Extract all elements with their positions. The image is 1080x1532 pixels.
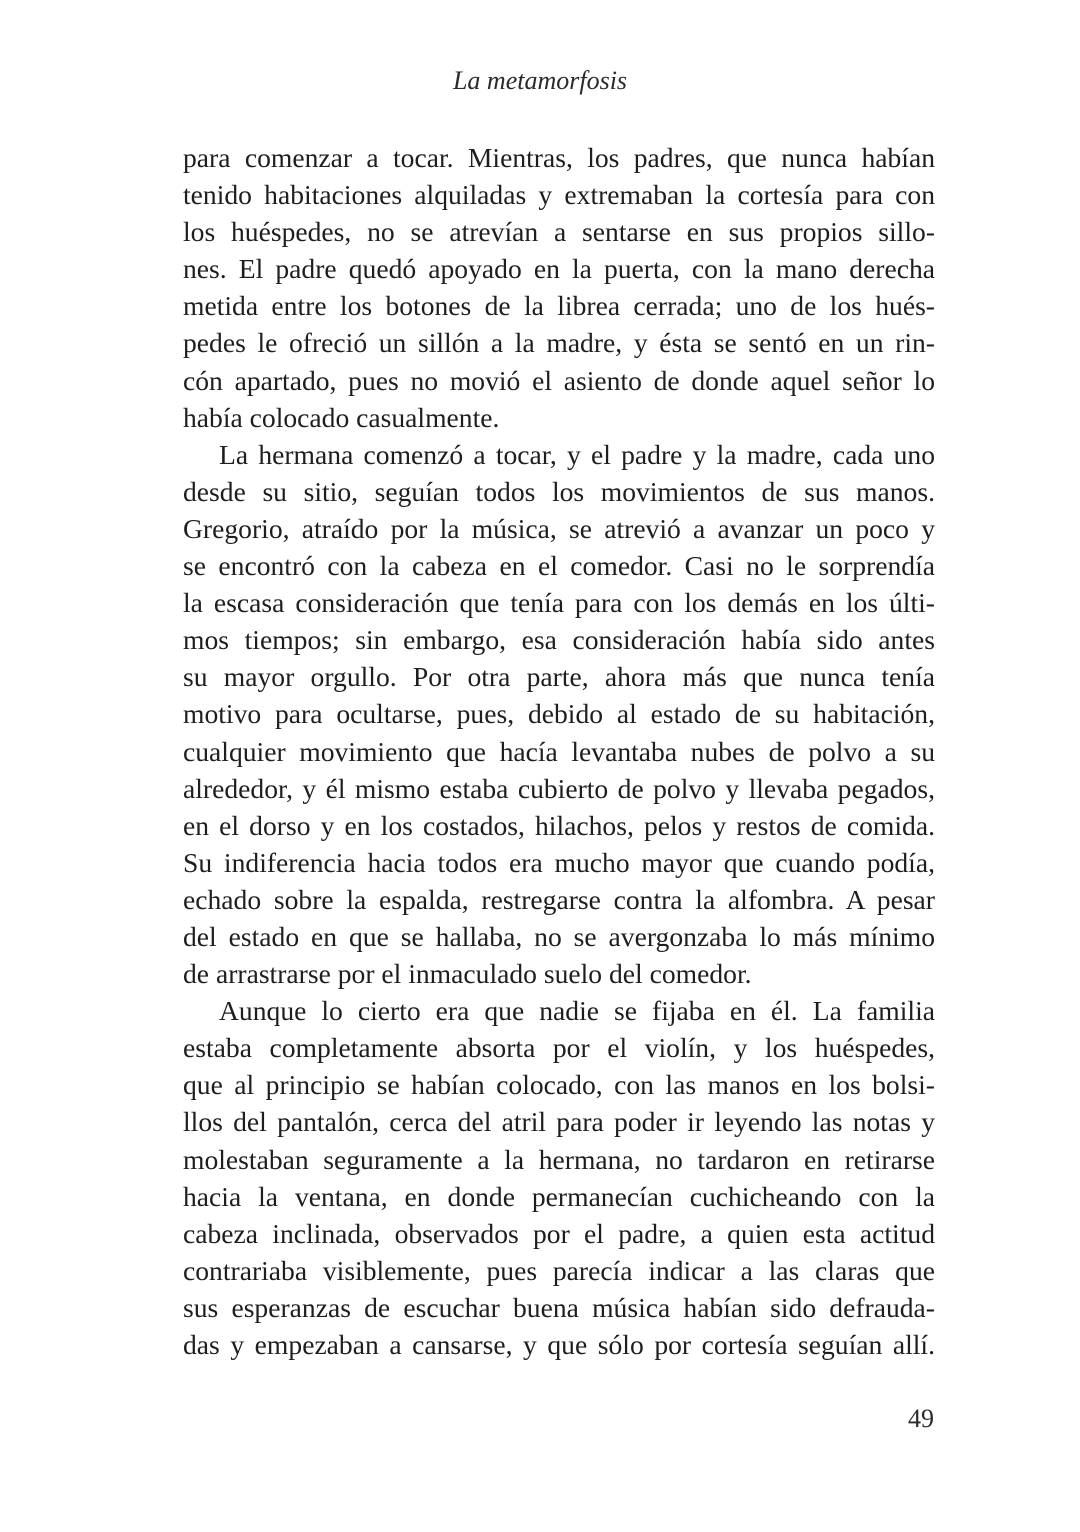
text-line: Aunque lo cierto era que nadie se fijaba en él. La familia — [219, 995, 935, 1027]
text-line: la escasa consideración que tenía para con los demás en los últi- — [183, 587, 935, 619]
running-title: La metamorfosis — [452, 66, 628, 95]
text-line: cualquier movimiento que hacía levantaba nubes de polvo a su — [183, 735, 935, 767]
text-line: hacia la ventana, en donde permanecían cuchicheando con la — [183, 1180, 935, 1212]
text-line: contrariaba visiblemente, pues parecía indicar a las claras que — [183, 1254, 935, 1286]
text-line: para comenzar a tocar. Mientras, los padres, que nunca habían — [183, 142, 935, 173]
text-line: cabeza inclinada, observados por el padre, a quien esta actitud — [183, 1217, 935, 1249]
text-line: en el dorso y en los costados, hilachos, pelos y restos de comida. — [183, 809, 935, 841]
text-line: metida entre los botones de la librea cerrada; uno de los hués- — [183, 290, 935, 322]
text-line: mos tiempos; sin embargo, esa consideración había sido antes — [183, 624, 935, 656]
text-line: su mayor orgullo. Por otra parte, ahora más que nunca tenía — [183, 661, 935, 693]
text-line: tenido habitaciones alquiladas y extremaban la cortesía para con — [183, 179, 935, 211]
page-number: 49 — [908, 1404, 934, 1433]
text-line: cón apartado, pues no movió el asiento de donde aquel señor lo — [183, 364, 935, 396]
text-line: motivo para ocultarse, pues, debido al estado de su habitación, — [183, 698, 935, 730]
text-line: Su indiferencia hacia todos era mucho mayor que cuando podía, — [183, 846, 935, 878]
text-line: pedes le ofreció un sillón a la madre, y ésta se sentó en un rin- — [183, 327, 935, 359]
text-line: sus esperanzas de escuchar buena música habían sido defrauda- — [183, 1291, 935, 1323]
text-line: estaba completamente absorta por el violín, y los huéspedes, — [183, 1032, 935, 1064]
text-line: se encontró con la cabeza en el comedor. Casi no le sorprendía — [183, 550, 935, 582]
text-line: había colocado casualmente. — [183, 401, 500, 433]
text-line: echado sobre la espalda, restregarse contra la alfombra. A pesar — [183, 883, 935, 915]
text-line: del estado en que se hallaba, no se avergonzaba lo más mínimo — [183, 920, 935, 952]
text-line: La hermana comenzó a tocar, y el padre y la madre, cada uno — [219, 438, 935, 470]
body-text — [183, 139, 935, 1363]
text-line: alrededor, y él mismo estaba cubierto de polvo y llevaba pegados, — [183, 772, 935, 804]
text-line: das y empezaban a cansarse, y que sólo por cortesía seguían allí. — [183, 1329, 935, 1360]
text-line: de arrastrarse por el inmaculado suelo del comedor. — [183, 958, 752, 990]
text-line: que al principio se habían colocado, con las manos en los bolsi- — [183, 1069, 935, 1101]
text-line: nes. El padre quedó apoyado en la puerta, con la mano derecha — [183, 253, 935, 285]
text-line: desde su sitio, seguían todos los movimientos de sus manos. — [183, 475, 935, 507]
text-line: Gregorio, atraído por la música, se atrevió a avanzar un poco y — [183, 512, 935, 544]
text-line: llos del pantalón, cerca del atril para poder ir leyendo las notas y — [183, 1106, 935, 1138]
text-line: los huéspedes, no se atrevían a sentarse en sus propios sillo- — [183, 216, 935, 248]
text-line: molestaban seguramente a la hermana, no tardaron en retirarse — [183, 1143, 935, 1175]
